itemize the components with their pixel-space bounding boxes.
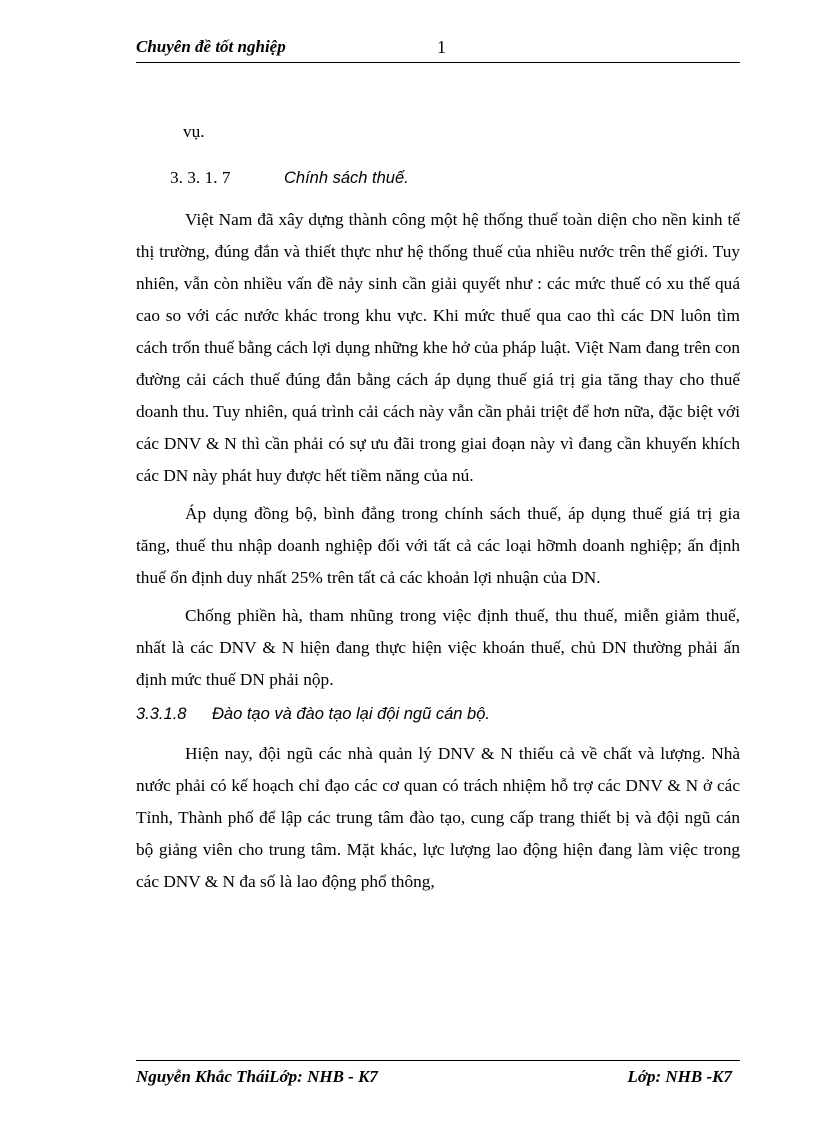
page-header xyxy=(136,36,740,63)
header-title: Chuyên đề tốt nghiệp xyxy=(136,37,286,56)
section-number: 3.3.1.8 xyxy=(136,705,187,723)
section-number: 3. 3. 1. 7 xyxy=(170,168,231,187)
section-heading-3-3-1-7 xyxy=(136,162,740,194)
continuation-text: vụ. xyxy=(183,122,205,141)
section-heading-3-3-1-8 xyxy=(136,698,740,730)
page-footer xyxy=(136,1060,740,1086)
page-number: 1 xyxy=(437,37,446,57)
paragraph: Hiện nay, đội ngũ các nhà quản lý DNV & N thiếu cả về chất và lượng. Nhà nước phải có kế hoạch chỉ đạo các cơ quan có trách nhiệm hỗ trợ các DNV & N ở các Tỉnh, Thành phố để lập các trung tâm đào tạo, cung cấp trang thiết bị và đội ngũ cán bộ giảng viên cho trung tâm. Mặt khác, lực lượng lao động hiện đang làm việc trong các DNV & N đa số là lao động phổ thông, xyxy=(136,744,740,891)
section-title: Chính sách thuế. xyxy=(284,169,409,187)
paragraph: Áp dụng đồng bộ, bình đẳng trong chính sách thuế, áp dụng thuế giá trị gia tăng, thuế thu nhập doanh nghiệp đối với tất cả các loại hỡmh doanh nghiệp; ấn định thuế ổn định duy nhất 25% trên tất cả các khoản lợi nhuận của DN. xyxy=(136,504,740,587)
footer-author: Nguyễn Khắc TháiLớp: NHB - K7 xyxy=(136,1067,378,1086)
paragraph: Chống phiền hà, tham nhũng trong việc định thuế, thu thuế, miễn giảm thuế, nhất là các DNV & N hiện đang thực hiện việc khoán thuế, chủ DN thường phải ấn định mức thuế DN phải nộp. xyxy=(136,606,740,689)
section-title: Đào tạo và đào tạo lại đội ngũ cán bộ. xyxy=(212,705,490,723)
footer-class: Lớp: NHB -K7 xyxy=(627,1067,732,1086)
paragraph: Việt Nam đã xây dựng thành công một hệ thống thuế toàn diện cho nền kinh tế thị trường, đúng đắn và thiết thực như hệ thống thuế của nhiều nước trên thế giới. Tuy nhiên, vẫn còn nhiều vấn đề nảy sinh cần giải quyết như : các mức thuế có xu thế quá cao so với các nước khác trong khu vực. Khi mức thuế qua cao thì các DN luôn tìm cách trốn thuế bằng cách lợi dụng những khe hở của pháp luật. Việt Nam đang trên con đường cải cách thuế đúng đắn bằng cách áp dụng thuế giá trị gia tăng thay cho thuế doanh thu. Tuy nhiên, quá trình cải cách này vẫn cần phải triệt để hơn nữa, đặc biệt với các DNV & N thì cần phải có sự ưu đãi trong giai đoạn này vì đang cần khuyến khích các DN này phát huy được hết tiềm năng của nú. xyxy=(136,210,740,485)
document-body xyxy=(136,116,740,904)
